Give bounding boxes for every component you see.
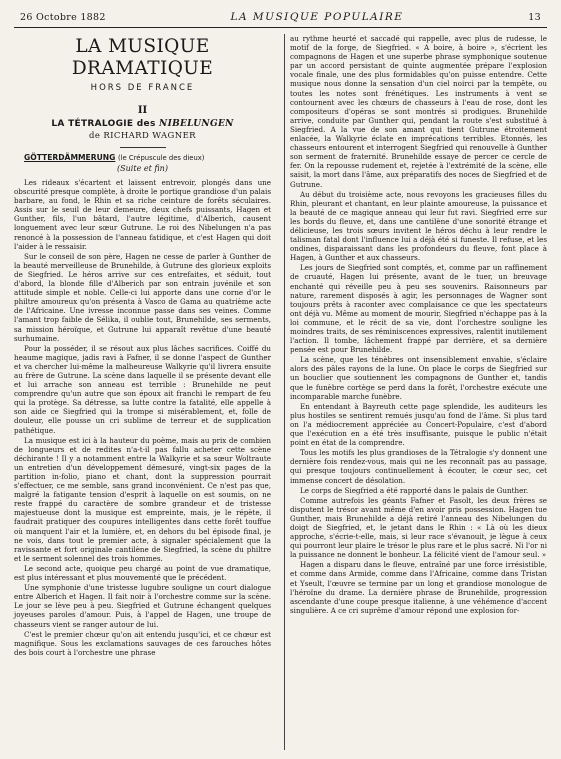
section-heading [14,153,271,162]
page-header [20,10,541,24]
article-title [14,119,271,129]
paragraph: Le second acte, quoique peu chargé au point de vue dramatique, est plus intéressant et plus mouvementé que le précédent. [14,563,271,583]
header-rule [14,27,547,28]
section-subtitle: (le Crépuscule des dieux) [118,154,205,162]
right-column [290,34,547,615]
header-page-number: 13 [528,11,541,23]
continuation-note: (Suite et fin) [117,164,168,173]
title-separator [120,147,166,148]
header-title: LA MUSIQUE POPULAIRE [230,11,404,23]
column-divider [284,34,285,750]
paragraph: Le corps de Siegfried a été rapporté dans le palais de Gunther. [300,485,529,495]
paragraph: En entendant à Bayreuth cette page splendide, les auditeurs les plus hostiles se sentirent remués jusqu'au fond de l'âme. Si plus tard on l'a médiocrement appréciée au Concert-Populaire, c'est d'abord que l'exécution en a été très insuffisante, puisque le public n'était point en état de la comprendre. [290,401,547,448]
paragraph: Hagen a disparu dans le fleuve, entraîné par une force irrésistible, et comme dans Armide, comme dans l'Africaine, comme dans Tristan et Yseult, l'œuvre se termine par un long et grandiose monologue de l'héroïne du drame. La dernière phrase de Brunehilde, progression ascendante d'une coupe presque italienne, à une véhémence d'accent singulière. A ce cri suprême d'amour répond une explosion for- [290,560,547,615]
article-author: de RICHARD WAGNER [89,131,196,141]
paragraph: Les rideaux s'écartent et laissent entrevoir, plongés dans une obscurité presque complète, à droite le portique grandiose d'un palais barbare, au fond, le Rhin et sa riche ceinture de forêts séculaires. Assis sur le seuil de leur demeure, deux chefs puissants, Hagen et Gunther, fils, l'un bâtard, l'autre légitime, d'Alberich, causent longuement avec leur sœur Gutrune. Le roi des Nibelungen n'a pas renoncé à la possession de l'anneau fatidique, et c'est Hagen qui doit l'aider à le ressaisir. [14,178,271,251]
paragraph: Tous les motifs les plus grandioses de la Tétralogie s'y donnent une dernière fois rendez-vous, mais qui ne les reconnaît pas au passage, qui presque toujours continuellement à écouter, le cœur sec, cet immense concert de désolation. [290,448,547,485]
paragraph: Les jours de Siegfried sont comptés, et, comme par un raffinement de cruauté, Hagen lui présente, avant de le tuer, un breuvage enchanté qui réveille peu à peu ses souvenirs. Raisonneurs par nature, rarement disposés à agir, les personnages de Wagner sont toujours prêts à raconter avec complaisance ce que les spectateurs ont déjà vu. Même au moment de mourir, Siegfried n'échappe pas à la loi commune, et le récit de sa vie, dont l'orchestre souligne les moindres traits, de ses réminiscences expressives, ralentit inutilement l'action. Il tombe, lâchement frappé par derrière, et sa dernière pensée est pour Brunehilde. [290,263,547,355]
left-column [14,34,271,657]
paragraph: Sur le conseil de son père, Hagen ne cesse de parler à Gunther de la beauté merveilleuse de Brunehilde, à Gutrune des glorieux exploits de Siegfried. Le héros arrive sur ces entrefaites, et séduit, tout d'abord, la blonde fille d'Alberich par son entrain juvénile et son attitude simple et noble. Celle-ci lui apporte dans une corne d'or le philtre amoureux qu'on présenta à Vasco de Gama au quatrième acte de l'Africaine. Une ivresse inconnue passe dans ses veines. Comme l'amant trop faible de Sélika, il oublie tout, Brunehilde, ses serments, sa mission héroïque, et Gutrune lui apparaît revêtue d'une beauté surhumaine. [14,251,271,343]
newspaper-page [8,6,553,754]
paragraph: Une symphonie d'une tristesse lugubre souligne un court dialogue entre Alberich et Hagen. Il fait noir à l'orchestre comme sur la scène. Le jour se lève peu à peu. Siegfried et Gutrune échangent quelques joyeuses paroles d'amour. Puis, à l'appel de Hagen, une troupe de chasseurs vient se ranger autour de lui. [14,583,271,629]
section-title: GÖTTERDÄMMERUNG [24,153,116,162]
paragraph: La scène, que les ténèbres ont insensiblement envahie, s'éclaire alors des pâles rayons de la lune. On place le corps de Siegfried sur un bouclier que soutiennent les compagnons de Gunther et, tandis que le funèbre cortège se perd dans la forêt, l'orchestre exécute une incomparable marche funèbre. [290,355,547,401]
left-body [14,178,271,657]
article-number: II [137,105,148,116]
paragraph: au rythme heurté et saccadé qui rappelle, avec plus de rudesse, le motif de la forge, de Siegfried. « A boire, à boire », s'écrient les compagnons de Hagen et une superbe phrase symphonique soutenue par un accord persistant de quinte augmentée prépare l'explosion vocale finale, une des plus formidables qu'on puisse entendre. Cette musique nous donne la sensation d'un ciel noirci par la tempête, ou toutes les notes sont frénétiques. Les instruments à vent se contournent avec les chœurs de chasseurs à l'eau de rose, dont les compositeurs d'opéras se sont montrés si prodigues. Brunehilde arrive, conduite par Gunther qui, pendant la route s'est substitué à Siegfried. A la vue de son amant qui tient Gutrune étroitement enlacée, la Walkyrie éclate en imprécations terribles. Etonnés, les chasseurs entourent et interrogent Siegfried qui renouvelle à Gunther son serment de fraternité. Brunehilde essaye de percer ce cercle de fer. On la repousse rudement et, rejetée à l'extrémité de la scène, elle saisit, la mort dans l'âme, aux préparatifs des noces de Siegfried et de Gutrune. [290,34,547,189]
paragraph: La musique est ici à la hauteur du poème, mais au prix de combien de longueurs et de redites n'a-t-il pas fallu acheter cette scène déchirante ! Il y a notamment entre la Walkyrie et sa sœur Woltraute un entretien d'un développement démesuré, vingt-six pages de la partition in-folio, piano et chant, dont la suppression pourrait s'effectuer, ce me semble, sans grand inconvénient. Ce n'est pas que, malgré la fatigante tension d'esprit à laquelle on est soumis, on ne reste frappé du caractère de sombre grandeur et de tristesse majestueuse dont la musique est empreinte, mais, je le répète, il faudrait pratiquer des coupures intelligentes dans cette forêt touffue où manquent l'air et la lumière, et, en dehors du bel épisode final, je ne vois, dans tout le premier acte, à signaler spécialement que la ravissante et fort originale cantilène de Siegfried, la scène du philtre et le serment solennel des trois hommes. [14,435,271,563]
paragraph: Pour la posséder, il se résout aux plus lâches sacrifices. Coiffé du heaume magique, jadis ravi à Fafner, il se donne l'aspect de Gunther et va chercher lui-même la malheureuse Walkyrie qu'il livrera ensuite au frère de Gutrune. La scène dans laquelle il se présente devant elle et lui arrache son anneau est terrible : Brunehilde ne peut comprendre qu'un autre que son époux ait franchi le rempart de feu qui la protège. Sa détresse, sa lutte contre la fatalité, elle appelle à son aide ce Siegfried qui la trompe si misérablement, et, folle de douleur, elle pousse un cri sublime de terreur et de supplication pathétique. [14,343,271,435]
paragraph: C'est le premier chœur qu'on ait entendu jusqu'ici, et ce chœur est magnifique. Sous les exclamations sauvages de ces farouches hôtes des bois court à l'orchestre une phrase [14,629,271,657]
article-title-prefix: LA TÉTRALOGIE des [51,119,156,129]
article-title-work: NIBELUNGEN [159,119,234,129]
paragraph: Comme autrefois les géants Fafner et Fasolt, les deux frères se disputent le trésor avant même d'en avoir pris possession. Hagen tue Gunther, mais Brunehilde a déjà retiré l'anneau des Nibelungen du doigt de Siegfried, et, le jetant dans le Rhin : « Là où les dieux approche, s'écrie-t-elle, mais, si leur race s'évanouit, je lègue à ceux qui pourront leur plaire le trésor le plus rare et le plus sacré. Ni l'or ni la puissance ne donnent le bonheur. La félicité vient de l'amour seul. » [290,495,547,560]
masthead-subtitle: HORS DE FRANCE [90,83,195,93]
paragraph: Au début du troisième acte, nous revoyons les gracieuses filles du Rhin, pleurant et chantant, en leur plainte amoureuse, la puissance et la beauté de ce magique anneau qui leur fut ravi. Siegfried erre sur les bords du fleuve, et, dans une cantilène d'une sonorité étrange et délicieuse, les trois sœurs invitent le héros déchu à leur rendre le talisman fatal dont l'influence lui a déjà été si funeste. Il refuse, et les ondines, disparaissant dans les profondeurs du fleuve, font place à Hagen, à Gunther et aux chasseurs. [290,189,547,263]
masthead-title: LA MUSIQUE DRAMATIQUE [71,36,214,79]
header-date: 26 Octobre 1882 [20,11,106,23]
